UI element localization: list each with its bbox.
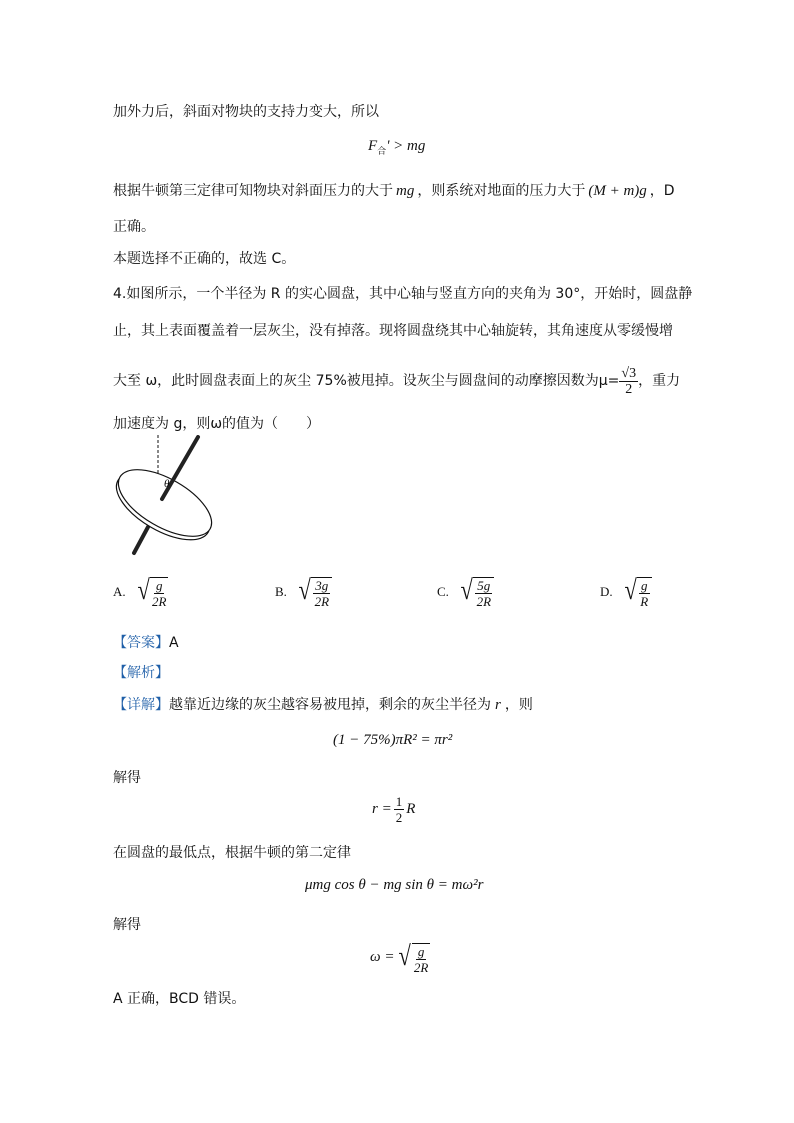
eq3-lhs: r = (372, 801, 392, 817)
question-4-line1: 4.如图所示，一个半径为 R 的实心圆盘，其中心轴与竖直方向的夹角为 30°，开始时，圆盘静 (113, 286, 693, 302)
option-c-den: 2R (476, 594, 492, 609)
equation-3 (372, 794, 415, 825)
equation-2: (1 − 75%)πR² = πr² (333, 732, 453, 748)
rotating-disk-figure (110, 435, 220, 560)
question-4-line3 (113, 358, 680, 404)
mu-denominator: 2 (625, 381, 633, 397)
option-a-num: g (155, 578, 163, 593)
p2-part-b: ，则系统对地面的压力大于 (417, 183, 586, 199)
conclusion-line: A 正确，BCD 错误。 (113, 991, 246, 1007)
text-line-p2d: 正确。 (113, 219, 155, 235)
answer-value: A (169, 635, 179, 651)
theta-label: θ (164, 478, 170, 490)
option-b[interactable] (275, 574, 332, 609)
answer-tag: 【答案】 (113, 635, 169, 651)
eq5-sqrt: √ $\frac{g}{2R}$ (399, 941, 429, 975)
option-b-label: B. (275, 583, 287, 599)
option-d-label: D. (600, 583, 613, 599)
q4-line3b: ，重力 (638, 373, 681, 389)
option-b-den: 2R (314, 594, 330, 609)
p2-mg: mg (396, 183, 415, 199)
mu-numerator: √3 (621, 365, 637, 381)
eq5-num: g (417, 944, 425, 959)
axle-lower (134, 527, 148, 553)
p2-part-c: ，D (649, 183, 675, 199)
option-a[interactable] (113, 574, 168, 609)
question-4-line4: 加速度为 g，则ω的值为（ ） (113, 416, 321, 432)
option-c-num: 5g (477, 578, 491, 593)
detail-tag: 【详解】 (113, 697, 169, 713)
analysis-tag: 【解析】 (113, 665, 169, 681)
question-4-line2: 止，其上表面覆盖着一层灰尘，没有掉落。现将圆盘绕其中心轴旋转，其角速度从零缓慢增 (113, 323, 673, 339)
p2-Mm: (M + m)g (588, 183, 647, 199)
option-d-num: g (641, 578, 648, 593)
text-line-p3: 本题选择不正确的，故选 C。 (113, 251, 296, 267)
answer-line (113, 633, 179, 653)
disk (110, 456, 220, 553)
equation-5 (370, 940, 430, 975)
detail-r: r (495, 697, 501, 713)
eq1-F: F (368, 138, 378, 154)
text-line-p2 (113, 181, 675, 201)
eq3-R: R (406, 801, 416, 817)
option-a-den: 2R (152, 594, 167, 609)
jiede-2: 解得 (113, 917, 141, 933)
newton-second-law-line: 在圆盘的最低点，根据牛顿的第二定律 (113, 845, 351, 861)
eq5-den: 2R (413, 960, 429, 975)
q4-line3a: 大至 ω，此时圆盘表面上的灰尘 75%被甩掉。设灰尘与圆盘间的动摩擦因数为μ= (113, 373, 620, 389)
option-a-label: A. (113, 583, 126, 599)
detail-line (113, 695, 533, 715)
eq3-num: 1 (395, 794, 403, 809)
mu-fraction (619, 366, 638, 397)
jiede-1: 解得 (113, 770, 141, 786)
eq1-sub: 合 (377, 146, 387, 156)
eq5-lhs: ω = (370, 949, 395, 965)
equation-4: μmg cos θ − mg sin θ = mω²r (305, 877, 484, 893)
eq1-rhs: ' > mg (386, 138, 426, 154)
option-c-sqrt: √ $\frac{5g}{2R}$ (459, 574, 494, 609)
detail-text-b: ，则 (504, 697, 533, 713)
option-d-den: R (640, 594, 649, 609)
detail-text-a: 越靠近边缘的灰尘越容易被甩掉，剩余的灰尘半径为 (169, 697, 491, 713)
option-b-num: 3g (315, 578, 329, 593)
equation-1 (368, 138, 425, 157)
option-b-sqrt: √ $\frac{3g}{2R}$ (297, 574, 332, 609)
option-d-sqrt: √ $\frac{g}{R}$ (623, 574, 652, 609)
option-a-sqrt: √ $\frac{g}{2R}$ (137, 575, 167, 609)
eq3-den: 2 (395, 810, 403, 825)
text-line-p1: 加外力后，斜面对物块的支持力变大，所以 (113, 104, 379, 120)
eq3-fraction (394, 794, 405, 825)
p2-part-a: 根据牛顿第三定律可知物块对斜面压力的大于 (113, 183, 393, 199)
option-d[interactable] (600, 574, 652, 609)
option-c-label: C. (437, 583, 449, 599)
option-c[interactable] (437, 574, 494, 609)
